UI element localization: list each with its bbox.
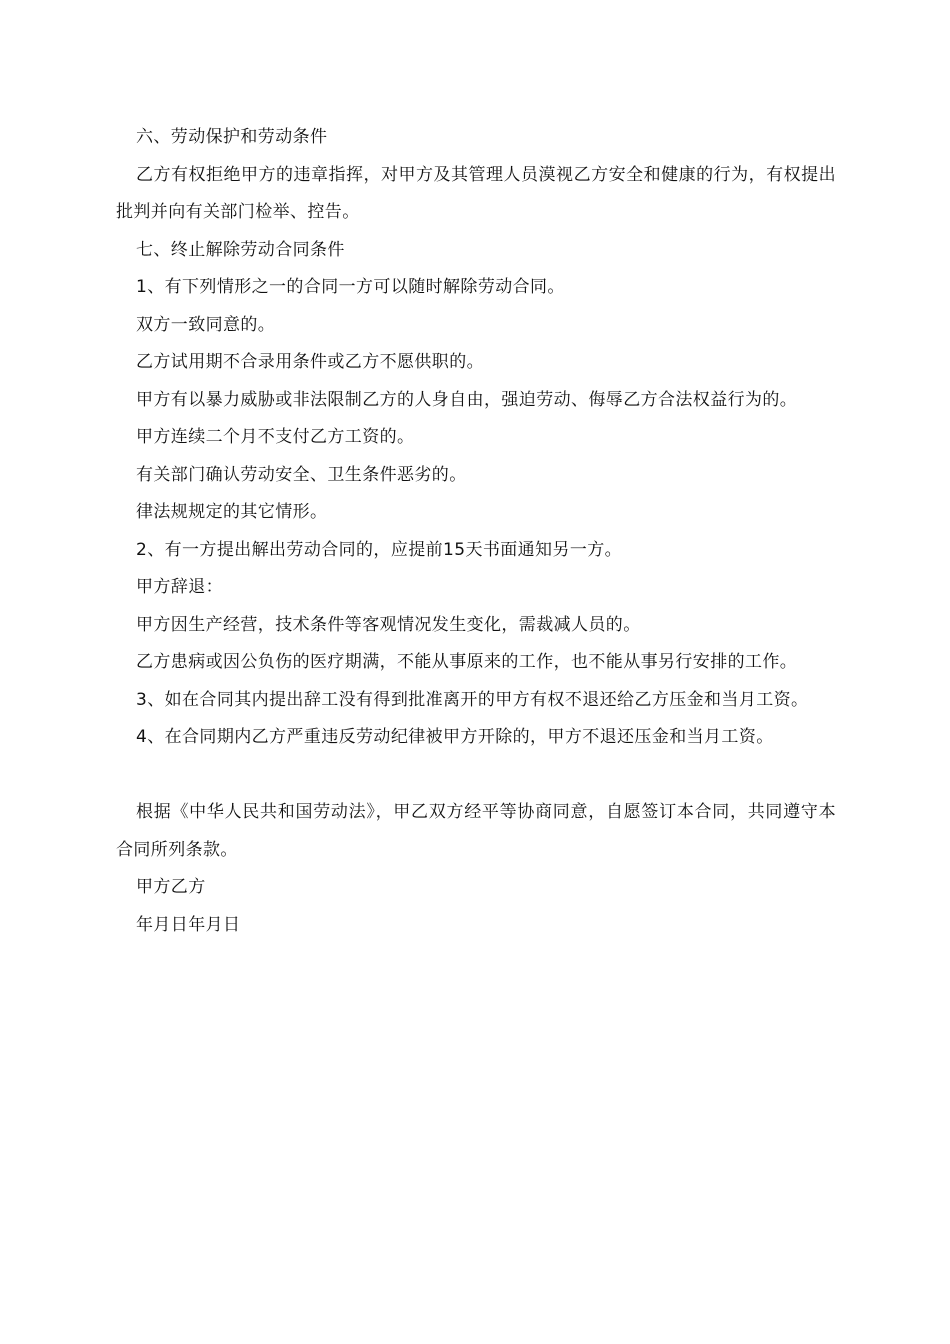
- blank-line: [116, 757, 836, 795]
- signature-parties: 甲方乙方: [136, 877, 206, 897]
- section-7-item-2-a: 甲方因生产经营，技术条件等客观情况发生变化，需裁减人员的。: [136, 614, 641, 635]
- section-6-body: 乙方有权拒绝甲方的违章指挥，对甲方及其管理人员漠视乙方安全和健康的行为，有权提出批判并向有关部门检举、控告。: [116, 164, 836, 222]
- section-7-item-4: 4、在合同期内乙方严重违反劳动纪律被甲方开除的，甲方不退还压金和当月工资。: [136, 727, 774, 747]
- section-7-item-3: 3、如在合同其内提出辞工没有得到批准离开的甲方有权不退还给乙方压金和当月工资。: [136, 689, 809, 710]
- section-7-item-1-b: 乙方试用期不合录用条件或乙方不愿供职的。: [136, 352, 484, 372]
- section-7-item-1-f: 律法规规定的其它情形。: [136, 502, 328, 522]
- section-7-item-1-d: 甲方连续二个月不支付乙方工资的。: [136, 427, 415, 447]
- section-7-item-1: 1、有下列情形之一的合同一方可以随时解除劳动合同。: [136, 277, 565, 297]
- section-7-item-2: 2、有一方提出解出劳动合同的，应提前15天书面通知另一方。: [136, 539, 623, 560]
- section-7-item-2-heading: 甲方辞退：: [136, 577, 223, 597]
- section-7-item-2-b: 乙方患病或因公负伤的医疗期满，不能从事原来的工作，也不能从事另行安排的工作。: [136, 652, 798, 672]
- section-7-item-1-a: 双方一致同意的。: [136, 314, 276, 335]
- section-7-item-1-c: 甲方有以暴力威胁或非法限制乙方的人身自由，强迫劳动、侮辱乙方合法权益行为的。: [136, 389, 798, 410]
- section-7-heading: 七、终止解除劳动合同条件: [136, 239, 345, 260]
- signature-dates: 年月日年月日: [136, 914, 241, 935]
- document-body: [116, 119, 836, 944]
- section-7-item-1-e: 有关部门确认劳动安全、卫生条件恶劣的。: [136, 464, 467, 485]
- closing-statement: 根据《中华人民共和国劳动法》，甲乙双方经平等协商同意，自愿签订本合同，共同遵守本合同所列条款。: [116, 802, 836, 860]
- section-6-heading: 六、劳动保护和劳动条件: [136, 127, 328, 147]
